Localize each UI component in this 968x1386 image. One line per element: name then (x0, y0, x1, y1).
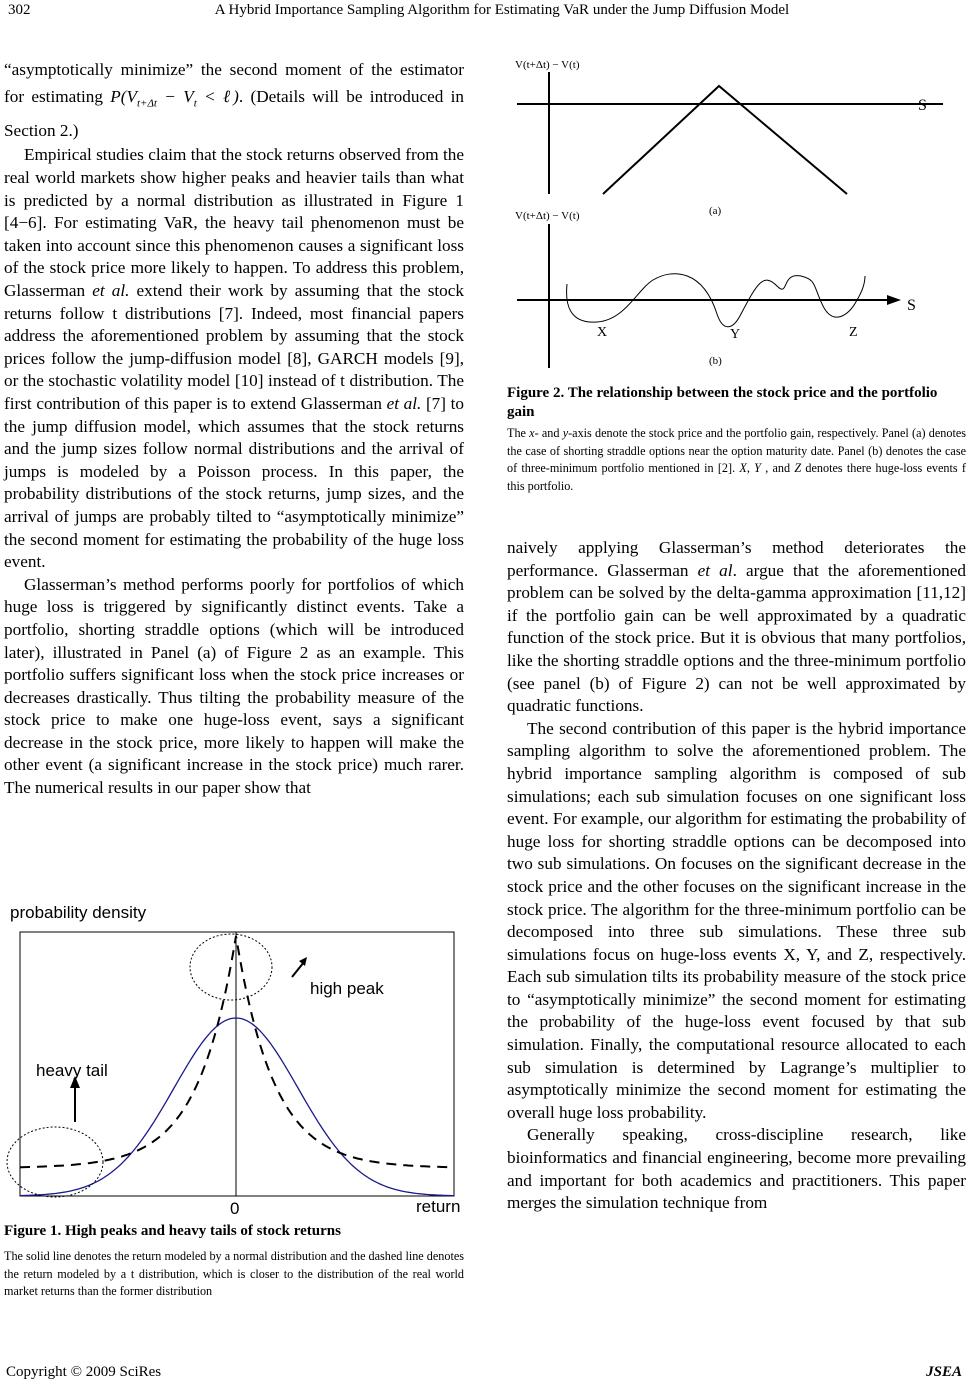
et-al: et al (697, 560, 733, 580)
right-column (507, 537, 966, 1215)
figure-1-plot (4, 900, 464, 1218)
left-paragraph-3: Glasserman’s method performs poorly for portfolios of which huge loss is triggered by significantly distinct events. Take a portfolio, shorting straddle options (which will be introduced later), illustrated in Panel (a) of Figure 2 as an example. This portfolio suffers significant loss when the stock price increases or decreases drastically. Thus tilting the probability measure of the stock price to make one huge-loss event, says a significant decrease in the stock price, more likely to happen will make the other event (a significant increase in the stock price) much rarer. The numerical results in our paper show that (4, 574, 464, 798)
high-peak-arrow (292, 962, 304, 977)
page-number: 302 (8, 2, 31, 18)
left-paragraph-2 (4, 144, 464, 573)
text-span: extend their work by assuming that the stock returns follow t distributions [7]. Indeed, most financial papers address the aforementioned problem by assuming that the stock prices follow the jump-diffusion model [8], GARCH models [9], or the stochastic volatility model [10] instead of t distribution. The first contribution of this paper is to extend Glasserman (4, 281, 464, 413)
probability-expression (110, 87, 239, 110)
figure-2-caption-text (507, 425, 966, 495)
figure-1-caption-text: The solid line denotes the return modeled by a normal distribution and the dashed line denotes the return modeled by a t distribution, which is closer to the distribution of the real world market returns than the former distribution (4, 1249, 464, 1298)
text-span: x (529, 426, 535, 440)
left-column (4, 56, 464, 800)
figure-1-caption (4, 1222, 464, 1301)
text-span: y (562, 426, 569, 440)
high-peak-label: high peak (310, 979, 384, 998)
text-span: Y (754, 461, 761, 475)
text-span: Empirical studies claim that the stock returns observed from the real world markets show higher peaks and heavier tails than what is predicted by a normal distribution as illustrated in Figure 1 [4−6]. For estimating VaR, the heavy tail phenomenon must be taken into account since this phenomenon causes a significant loss of the stock price more likely to happen. To address this problem, Glasserman (4, 145, 464, 300)
text-span: The (507, 426, 530, 440)
running-title: A Hybrid Importance Sampling Algorithm for Estimating VaR under the Jump Diffusion Model (214, 2, 790, 18)
math-part: − V (157, 87, 194, 106)
text-span: - and (534, 426, 563, 440)
event-y-label: Y (730, 327, 741, 342)
event-z-label: Z (849, 325, 858, 340)
left-paragraph-1 (4, 56, 464, 144)
figure-2b-xlabel: S (907, 297, 916, 314)
text-span: . argue that the aforementioned problem can be solved by the delta-gamma approximation [11,12] if the portfolio gain can be well approximated by a quadratic function of the stock price. But it is obvious that many portfolios, like the shorting straddle options and the three-minimum portfolio (see panel (b) of Figure 2) can not be well approximated by quadratic functions. (507, 560, 966, 716)
text-span: X (739, 461, 747, 475)
t-distribution-curve (20, 936, 454, 1167)
text-span: -axis denote the stock price and the portfolio gain, respectively. Panel (a) denotes the case of shorting straddle options near the option maturity date. Panel (b) denotes the case of three-minimum portfolio mentioned in [2]. (507, 426, 967, 475)
math-part: P(V (110, 87, 137, 106)
text-span: . (Details will be introduced in Section 2.) (4, 87, 464, 141)
math-subscript: t+Δt (137, 97, 157, 110)
text-span: denotes there huge-loss events f this portfolio. (507, 461, 966, 493)
footer-copyright: Copyright © 2009 SciRes (6, 1364, 162, 1380)
heavy-tail-label: heavy tail (36, 1061, 108, 1080)
figure-2 (507, 46, 966, 372)
figure-2a-ylabel: V(t+Δt) − V(t) (515, 59, 580, 71)
text-span: , and (760, 461, 795, 475)
text-span: naively applying Glasserman’s method deteriorates the performance. Glasserman (507, 538, 966, 580)
figure-1-xlabel: return (416, 1197, 461, 1216)
math-subscript: t (193, 97, 197, 110)
normal-distribution-curve (20, 1018, 454, 1196)
figure-2-caption-title: Figure 2. The relationship between the stock price and the portfolio gain (507, 385, 938, 420)
figure-2-plot (507, 46, 966, 372)
figure-2a-panel-label: (a) (709, 205, 722, 217)
right-paragraph-2: The second contribution of this paper is the hybrid importance sampling algorithm to solve the aforementioned problem. The hybrid importance sampling algorithm is composed of sub simulations; each sub simulation focuses on one significant loss event. For example, our algorithm for estimating the probability of huge loss for shorting straddle options can be decomposed into two sub simulations. On focuses on the significant decrease in the stock price and the other focuses on the significant increase in the stock price. The algorithm for the three-minimum portfolio can be decomposed into three sub simulations. These three sub simulations focus on huge-loss events X, Y, and Z, respectively. Each sub simulation tilts its probability measure of the stock price to “asymptotically minimize” the second moment for estimating the probability of the huge-loss event focused by that sub simulation. Finally, the computational resource allocated to each sub simulation is determined by Lagrange’s multiplier to asymptotically minimize the second moment for estimating the overall huge loss probability. (507, 718, 966, 1122)
et-al: et al. (92, 281, 130, 300)
figure-2b-panel-label: (b) (709, 355, 722, 367)
text-span: “asymptotically minimize” the second moment of the estimator for estimating (4, 60, 464, 106)
figure-1-ylabel: probability density (10, 903, 147, 922)
figure-2-caption (507, 384, 966, 495)
figure-2b-ylabel: V(t+Δt) − V(t) (515, 210, 580, 222)
text-span: Z (794, 461, 802, 475)
text-span: [7] to the jump diffusion model, which assumes that the stock returns and the jump sizes follow normal distributions and the arrival of jumps is modeled by a Poisson process. In this paper, the probability distributions of the stock returns, jump sizes, and the arrival of jumps are probably tilted to “asymptotically minimize” the second moment for estimating the probability of the huge loss event. (4, 393, 464, 572)
right-paragraph-3: Generally speaking, cross-discipline research, like bioinformatics and financial engineering, become more prevailing and important for both academics and practitioners. This paper merges the simulation technique from (507, 1125, 966, 1213)
figure-1-zero-tick: 0 (230, 1199, 240, 1218)
right-paragraph-1 (507, 537, 966, 718)
straddle-payoff-line (603, 86, 847, 194)
et-al: et al. (386, 393, 422, 413)
footer-journal: JSEA (926, 1364, 962, 1380)
figure-2b-x-arrowhead (887, 295, 901, 305)
text-span: , (746, 461, 755, 475)
event-x-label: X (597, 325, 608, 340)
figure-2a-xlabel: S (918, 97, 927, 114)
math-part: < ℓ) (196, 87, 239, 106)
figure-1-caption-title: Figure 1. High peaks and heavy tails of stock returns (4, 1223, 341, 1239)
heavy-tail-ellipse (7, 1127, 103, 1197)
figure-1 (4, 900, 464, 1218)
